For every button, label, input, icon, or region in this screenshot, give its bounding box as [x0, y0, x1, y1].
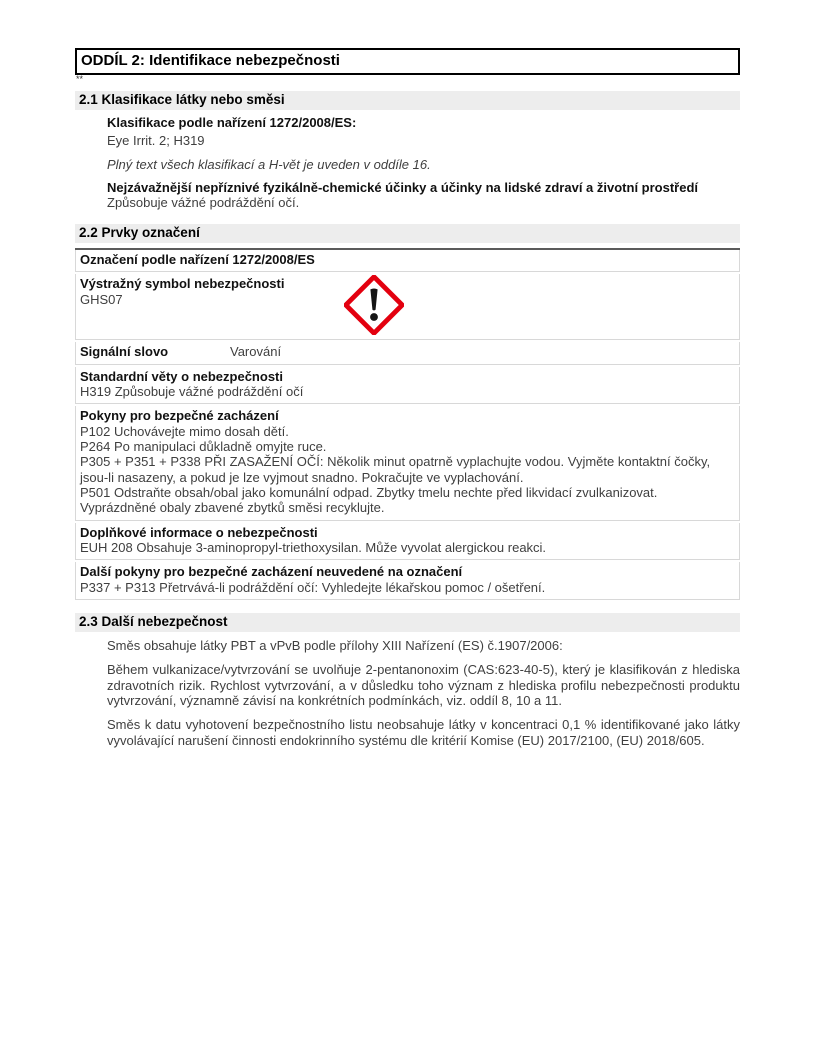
curing-hazard-paragraph: Během vulkanizace/vytvrzování se uvolňuje 2-pentanonoxim (CAS:623-40-5), který je klasifikován z hlediska zdravotních rizik. Rychlost vytvrzování, a v důsledku toho význam z hlediska profilu nebezpečnosti produktu vytvrzování, významně závisí na konkrétních podmínkách, viz. oddíl 8, 10 a 11. — [107, 662, 740, 708]
precautionary-line: P264 Po manipulaci důkladně omyjte ruce. — [80, 438, 327, 454]
hazard-statement-line: H319 Způsobuje vážné podráždění očí — [80, 383, 304, 399]
additional-advice-line: P337 + P313 Přetrvává-li podráždění očí: Vyhledejte lékařskou pomoc / ošetření. — [80, 579, 546, 595]
hazard-statements-heading: Standardní věty o nebezpečnosti — [80, 368, 283, 384]
subsection-2-3-title: 2.3 Další nebezpečnost — [75, 613, 740, 632]
supplemental-heading: Doplňkové informace o nebezpečnosti — [80, 524, 318, 540]
revision-marker: ** — [76, 74, 84, 84]
table-row-labelling-header — [75, 250, 740, 272]
classification-heading: Klasifikace podle nařízení 1272/2008/ES: — [107, 115, 357, 131]
supplemental-line: EUH 208 Obsahuje 3-aminopropyl-triethoxysilan. Může vyvolat alergickou reakci. — [80, 539, 547, 555]
precautionary-line: P305 + P351 + P338 PŘI ZASAŽENÍ OČÍ: Několik minut opatrně vyplachujte vodou. Vyjměte kontaktní čočky, jsou-li nasazeny, a pokud je lze vyjmout snadno. Pokračujte ve vyplachování. — [80, 454, 711, 485]
labelling-table — [75, 248, 740, 600]
subsection-2-1-body — [107, 115, 740, 211]
subsection-2-2-title: 2.2 Prvky označení — [75, 224, 740, 243]
labelling-header: Označení podle nařízení 1272/2008/ES — [80, 251, 315, 267]
precautionary-line: P501 Odstraňte obsah/obal jako komunální odpad. Zbytky tmelu nechte před likvidací zvulkanizovat. Vyprázdněné obaly zbavené zbytků směsi recyklujte. — [80, 484, 658, 516]
signal-word-value: Varování — [230, 344, 282, 360]
precautionary-line: P102 Uchovávejte mimo dosah dětí. — [80, 423, 289, 439]
table-row-signal-word — [75, 342, 740, 364]
table-row-precautionary-statements — [75, 406, 740, 520]
signal-word-label: Signální slovo — [80, 344, 169, 360]
table-row-supplemental-info — [75, 523, 740, 561]
pbt-vpvb-statement: Směs obsahuje látky PBT a vPvB podle přílohy XIII Nařízení (ES) č.1907/2006: — [107, 638, 563, 654]
adverse-effects-text: Způsobuje vážné podráždění očí. — [107, 195, 300, 211]
table-row-hazard-statements — [75, 367, 740, 405]
classification-note: Plný text všech klasifikací a H-vět je uveden v oddíle 16. — [107, 156, 431, 172]
adverse-effects-heading: Nejzávažnější nepříznivé fyzikálně-chemické účinky a účinky na lidské zdraví a životní prostředí — [107, 180, 699, 196]
ghs07-exclamation-mark-icon — [344, 275, 404, 335]
table-row-additional-advice — [75, 562, 740, 600]
pictogram-code: GHS07 — [80, 291, 123, 307]
subsection-2-1-title: 2.1 Klasifikace látky nebo směsi — [75, 91, 740, 110]
table-row-pictogram — [75, 274, 740, 340]
additional-advice-heading: Další pokyny pro bezpečné zacházení neuvedené na označení — [80, 564, 463, 580]
section-2-title: ODDÍL 2: Identifikace nebezpečnosti — [75, 48, 740, 75]
precautionary-heading: Pokyny pro bezpečné zacházení — [80, 408, 279, 424]
classification-value: Eye Irrit. 2; H319 — [107, 133, 205, 149]
pictogram-heading: Výstražný symbol nebezpečnosti — [80, 276, 285, 292]
endocrine-disruptor-paragraph: Směs k datu vyhotovení bezpečnostního listu neobsahuje látky v koncentraci 0,1 % identifikované jako látky vyvolávající narušení činnosti endokrinního systému dle kritérií Komise (EU) 2017/2100, (EU) 2018/605. — [107, 717, 740, 748]
